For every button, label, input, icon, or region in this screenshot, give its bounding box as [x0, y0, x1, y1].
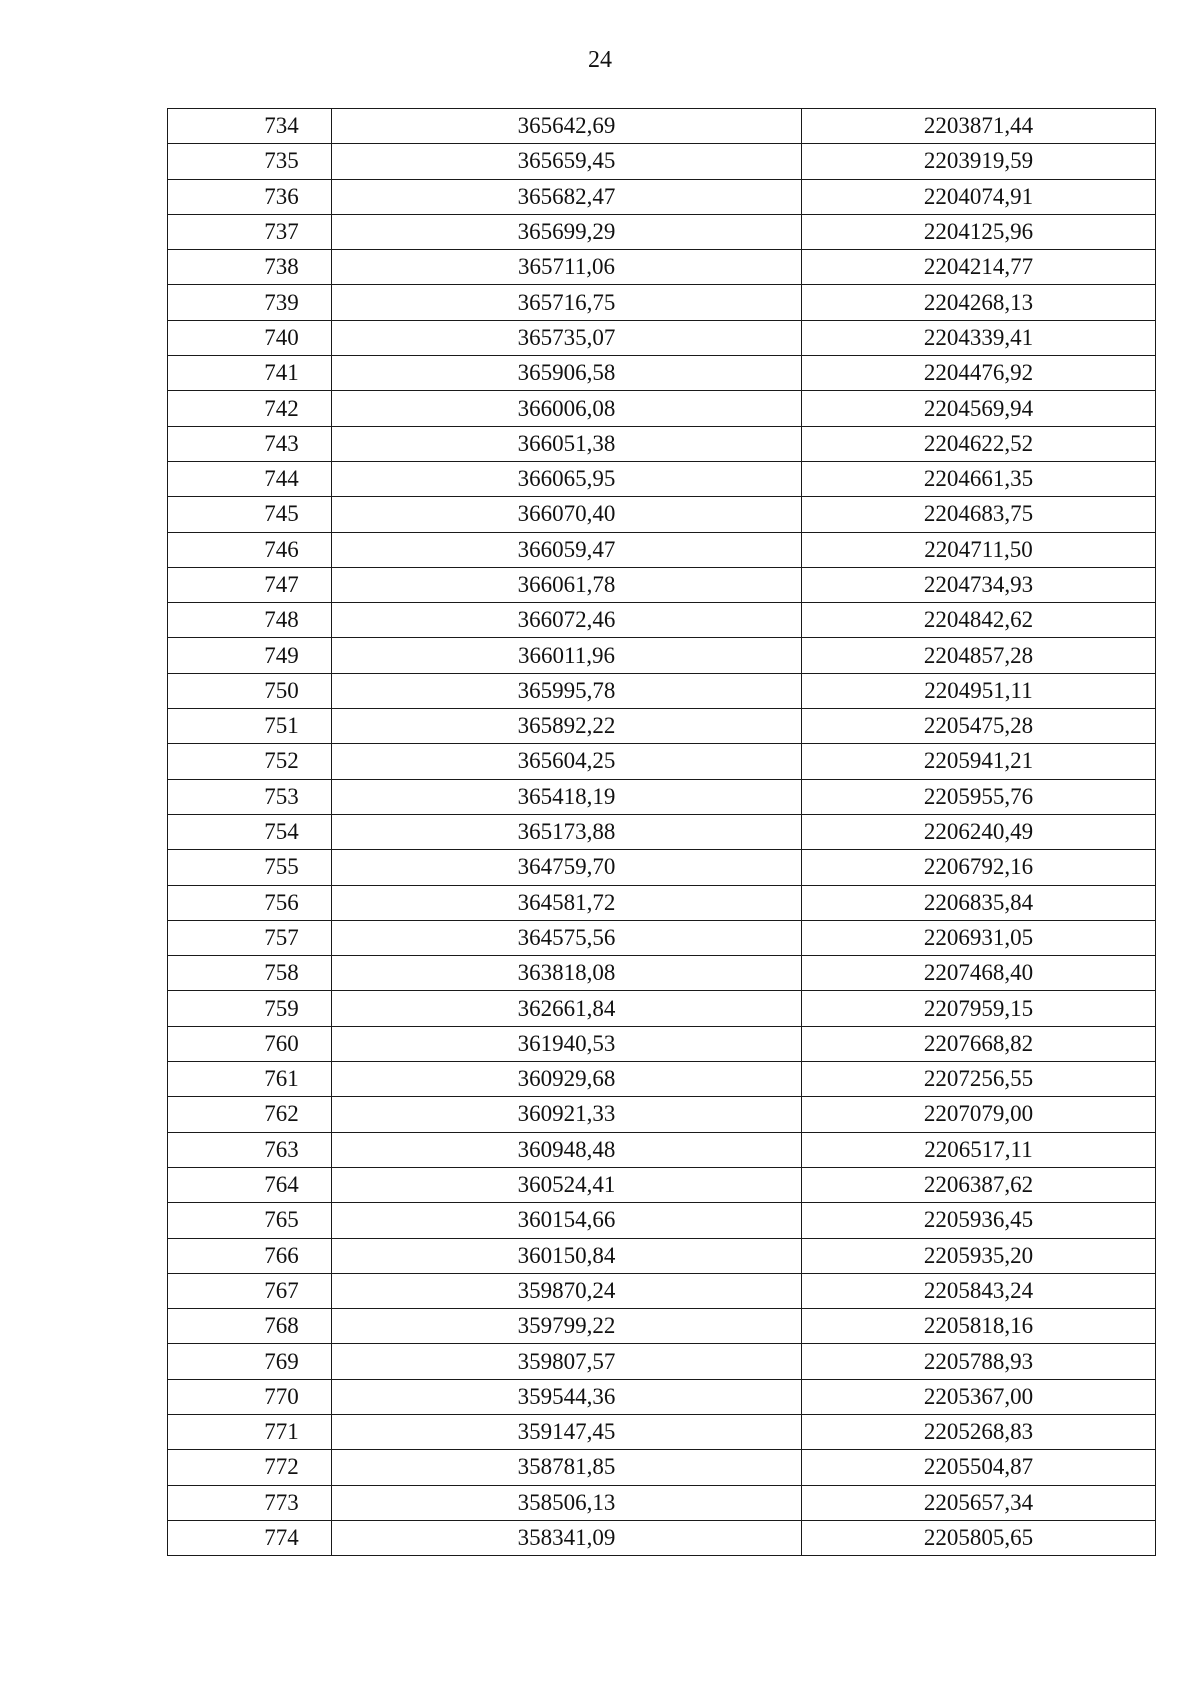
x-coordinate-cell: 364581,72: [332, 885, 802, 920]
point-number-cell: 741: [168, 356, 332, 391]
point-number-cell: 745: [168, 497, 332, 532]
x-coordinate-cell: 365659,45: [332, 144, 802, 179]
point-number-cell: 760: [168, 1026, 332, 1061]
table-row: [168, 109, 1156, 144]
table-row: [168, 1414, 1156, 1449]
point-number-cell: 751: [168, 709, 332, 744]
y-coordinate-cell: 2207959,15: [802, 991, 1156, 1026]
table-row: [168, 779, 1156, 814]
point-number-cell: 764: [168, 1167, 332, 1202]
y-coordinate-cell: 2205367,00: [802, 1379, 1156, 1414]
point-number-cell: 742: [168, 391, 332, 426]
x-coordinate-cell: 360921,33: [332, 1097, 802, 1132]
x-coordinate-cell: 365699,29: [332, 214, 802, 249]
table-row: [168, 1062, 1156, 1097]
y-coordinate-cell: 2205657,34: [802, 1485, 1156, 1520]
point-number-cell: 750: [168, 673, 332, 708]
point-number-cell: 773: [168, 1485, 332, 1520]
table-row: [168, 1238, 1156, 1273]
y-coordinate-cell: 2204622,52: [802, 426, 1156, 461]
y-coordinate-cell: 2206517,11: [802, 1132, 1156, 1167]
point-number-cell: 767: [168, 1273, 332, 1308]
table-row: [168, 497, 1156, 532]
y-coordinate-cell: 2206931,05: [802, 920, 1156, 955]
x-coordinate-cell: 366065,95: [332, 461, 802, 496]
x-coordinate-cell: 366006,08: [332, 391, 802, 426]
y-coordinate-cell: 2205475,28: [802, 709, 1156, 744]
table-row: [168, 250, 1156, 285]
point-number-cell: 734: [168, 109, 332, 144]
x-coordinate-cell: 360150,84: [332, 1238, 802, 1273]
x-coordinate-cell: 359544,36: [332, 1379, 802, 1414]
point-number-cell: 761: [168, 1062, 332, 1097]
table-row: [168, 214, 1156, 249]
table-row: [168, 956, 1156, 991]
y-coordinate-cell: 2207256,55: [802, 1062, 1156, 1097]
x-coordinate-cell: 362661,84: [332, 991, 802, 1026]
table-row: [168, 391, 1156, 426]
point-number-cell: 743: [168, 426, 332, 461]
point-number-cell: 757: [168, 920, 332, 955]
coordinates-table-body: [168, 109, 1156, 1556]
x-coordinate-cell: 366072,46: [332, 603, 802, 638]
y-coordinate-cell: 2204711,50: [802, 532, 1156, 567]
x-coordinate-cell: 364575,56: [332, 920, 802, 955]
point-number-cell: 769: [168, 1344, 332, 1379]
y-coordinate-cell: 2204683,75: [802, 497, 1156, 532]
point-number-cell: 762: [168, 1097, 332, 1132]
x-coordinate-cell: 365642,69: [332, 109, 802, 144]
table-row: [168, 1026, 1156, 1061]
table-row: [168, 1167, 1156, 1202]
y-coordinate-cell: 2207468,40: [802, 956, 1156, 991]
table-row: [168, 179, 1156, 214]
table-row: [168, 144, 1156, 179]
y-coordinate-cell: 2204339,41: [802, 320, 1156, 355]
y-coordinate-cell: 2204268,13: [802, 285, 1156, 320]
point-number-cell: 766: [168, 1238, 332, 1273]
y-coordinate-cell: 2204476,92: [802, 356, 1156, 391]
point-number-cell: 737: [168, 214, 332, 249]
table-row: [168, 1273, 1156, 1308]
x-coordinate-cell: 365892,22: [332, 709, 802, 744]
table-row: [168, 814, 1156, 849]
coordinates-table: [167, 108, 1156, 1556]
y-coordinate-cell: 2204569,94: [802, 391, 1156, 426]
x-coordinate-cell: 365995,78: [332, 673, 802, 708]
x-coordinate-cell: 365418,19: [332, 779, 802, 814]
table-row: [168, 1309, 1156, 1344]
table-row: [168, 885, 1156, 920]
x-coordinate-cell: 358781,85: [332, 1450, 802, 1485]
point-number-cell: 754: [168, 814, 332, 849]
x-coordinate-cell: 365682,47: [332, 179, 802, 214]
y-coordinate-cell: 2206835,84: [802, 885, 1156, 920]
point-number-cell: 736: [168, 179, 332, 214]
x-coordinate-cell: 365716,75: [332, 285, 802, 320]
x-coordinate-cell: 366059,47: [332, 532, 802, 567]
point-number-cell: 765: [168, 1203, 332, 1238]
table-row: [168, 1203, 1156, 1238]
point-number-cell: 748: [168, 603, 332, 638]
table-row: [168, 1379, 1156, 1414]
y-coordinate-cell: 2204661,35: [802, 461, 1156, 496]
table-row: [168, 920, 1156, 955]
y-coordinate-cell: 2205955,76: [802, 779, 1156, 814]
y-coordinate-cell: 2204214,77: [802, 250, 1156, 285]
y-coordinate-cell: 2206240,49: [802, 814, 1156, 849]
y-coordinate-cell: 2207079,00: [802, 1097, 1156, 1132]
point-number-cell: 746: [168, 532, 332, 567]
y-coordinate-cell: 2205788,93: [802, 1344, 1156, 1379]
table-row: [168, 320, 1156, 355]
x-coordinate-cell: 365711,06: [332, 250, 802, 285]
table-row: [168, 356, 1156, 391]
table-row: [168, 603, 1156, 638]
y-coordinate-cell: 2205941,21: [802, 744, 1156, 779]
y-coordinate-cell: 2206792,16: [802, 850, 1156, 885]
point-number-cell: 759: [168, 991, 332, 1026]
point-number-cell: 739: [168, 285, 332, 320]
point-number-cell: 744: [168, 461, 332, 496]
point-number-cell: 749: [168, 638, 332, 673]
y-coordinate-cell: 2205818,16: [802, 1309, 1156, 1344]
x-coordinate-cell: 366061,78: [332, 567, 802, 602]
y-coordinate-cell: 2204951,11: [802, 673, 1156, 708]
table-row: [168, 638, 1156, 673]
point-number-cell: 771: [168, 1414, 332, 1449]
y-coordinate-cell: 2207668,82: [802, 1026, 1156, 1061]
x-coordinate-cell: 366051,38: [332, 426, 802, 461]
x-coordinate-cell: 363818,08: [332, 956, 802, 991]
x-coordinate-cell: 359799,22: [332, 1309, 802, 1344]
table-row: [168, 426, 1156, 461]
y-coordinate-cell: 2205843,24: [802, 1273, 1156, 1308]
y-coordinate-cell: 2204857,28: [802, 638, 1156, 673]
x-coordinate-cell: 361940,53: [332, 1026, 802, 1061]
x-coordinate-cell: 364759,70: [332, 850, 802, 885]
table-row: [168, 1485, 1156, 1520]
point-number-cell: 770: [168, 1379, 332, 1414]
table-row: [168, 461, 1156, 496]
table-row: [168, 744, 1156, 779]
y-coordinate-cell: 2204842,62: [802, 603, 1156, 638]
point-number-cell: 747: [168, 567, 332, 602]
x-coordinate-cell: 360524,41: [332, 1167, 802, 1202]
table-row: [168, 709, 1156, 744]
table-row: [168, 1520, 1156, 1555]
x-coordinate-cell: 365906,58: [332, 356, 802, 391]
y-coordinate-cell: 2205935,20: [802, 1238, 1156, 1273]
point-number-cell: 768: [168, 1309, 332, 1344]
x-coordinate-cell: 359807,57: [332, 1344, 802, 1379]
table-row: [168, 1344, 1156, 1379]
y-coordinate-cell: 2204125,96: [802, 214, 1156, 249]
x-coordinate-cell: 365735,07: [332, 320, 802, 355]
y-coordinate-cell: 2206387,62: [802, 1167, 1156, 1202]
x-coordinate-cell: 358341,09: [332, 1520, 802, 1555]
y-coordinate-cell: 2205268,83: [802, 1414, 1156, 1449]
x-coordinate-cell: 365173,88: [332, 814, 802, 849]
x-coordinate-cell: 360948,48: [332, 1132, 802, 1167]
table-row: [168, 285, 1156, 320]
x-coordinate-cell: 365604,25: [332, 744, 802, 779]
y-coordinate-cell: 2204734,93: [802, 567, 1156, 602]
table-row: [168, 991, 1156, 1026]
table-row: [168, 1450, 1156, 1485]
x-coordinate-cell: 366070,40: [332, 497, 802, 532]
point-number-cell: 738: [168, 250, 332, 285]
x-coordinate-cell: 359870,24: [332, 1273, 802, 1308]
x-coordinate-cell: 360929,68: [332, 1062, 802, 1097]
point-number-cell: 756: [168, 885, 332, 920]
point-number-cell: 774: [168, 1520, 332, 1555]
table-row: [168, 850, 1156, 885]
y-coordinate-cell: 2203919,59: [802, 144, 1156, 179]
point-number-cell: 758: [168, 956, 332, 991]
x-coordinate-cell: 358506,13: [332, 1485, 802, 1520]
table-row: [168, 567, 1156, 602]
page-number: 24: [588, 47, 612, 73]
point-number-cell: 772: [168, 1450, 332, 1485]
y-coordinate-cell: 2204074,91: [802, 179, 1156, 214]
y-coordinate-cell: 2205805,65: [802, 1520, 1156, 1555]
table-row: [168, 1132, 1156, 1167]
table-row: [168, 1097, 1156, 1132]
x-coordinate-cell: 366011,96: [332, 638, 802, 673]
x-coordinate-cell: 360154,66: [332, 1203, 802, 1238]
point-number-cell: 753: [168, 779, 332, 814]
x-coordinate-cell: 359147,45: [332, 1414, 802, 1449]
point-number-cell: 735: [168, 144, 332, 179]
y-coordinate-cell: 2205936,45: [802, 1203, 1156, 1238]
point-number-cell: 763: [168, 1132, 332, 1167]
y-coordinate-cell: 2203871,44: [802, 109, 1156, 144]
table-row: [168, 532, 1156, 567]
point-number-cell: 740: [168, 320, 332, 355]
y-coordinate-cell: 2205504,87: [802, 1450, 1156, 1485]
point-number-cell: 755: [168, 850, 332, 885]
point-number-cell: 752: [168, 744, 332, 779]
table-row: [168, 673, 1156, 708]
